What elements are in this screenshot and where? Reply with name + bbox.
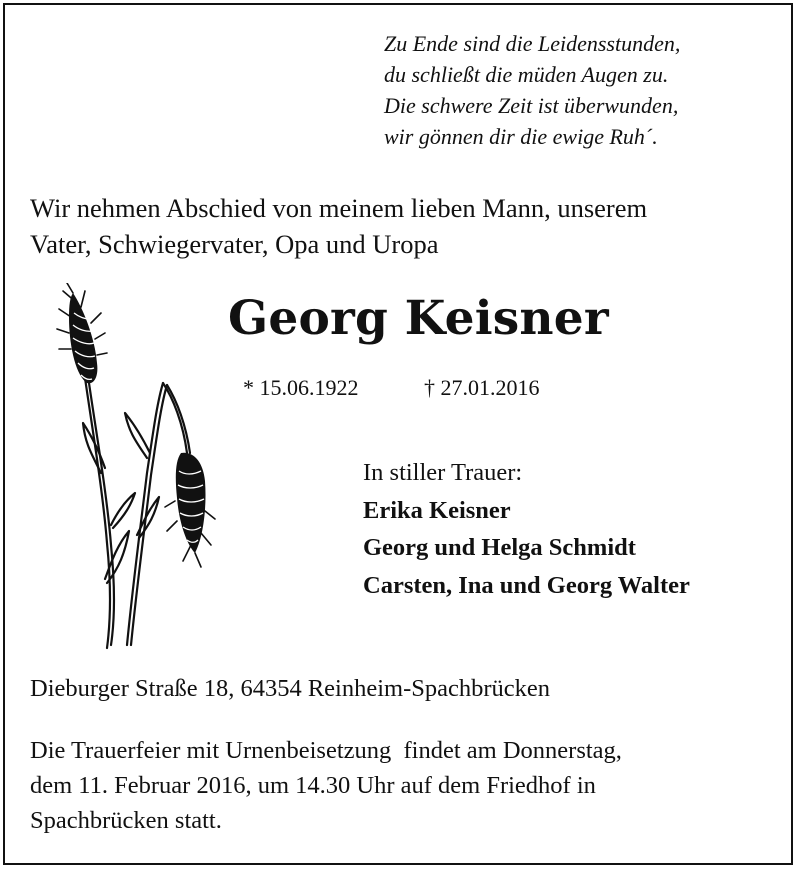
- intro-line: Vater, Schwiegervater, Opa und Uropa: [30, 229, 439, 259]
- funeral-line: Die Trauerfeier mit Urnenbeisetzung findet am Donnerstag,: [30, 737, 622, 764]
- mourner-name: Erika Keisner: [363, 496, 511, 524]
- farewell-intro: [30, 190, 775, 262]
- poem-line: wir gönnen dir die ewige Ruh´.: [384, 124, 658, 149]
- mourner-name: Georg und Helga Schmidt: [363, 534, 636, 561]
- death-date: † 27.01.2016: [424, 375, 540, 400]
- poem-line: Zu Ende sind die Leidensstunden,: [384, 31, 681, 56]
- funeral-line: dem 11. Februar 2016, um 14.30 Uhr auf dem Friedhof in: [30, 772, 596, 799]
- mourners-block: [363, 454, 690, 604]
- memorial-poem: [384, 28, 680, 152]
- birth-date: * 15.06.1922: [243, 375, 359, 400]
- funeral-line: Spachbrücken statt.: [30, 807, 222, 834]
- poem-line: Die schwere Zeit ist überwunden,: [384, 93, 679, 118]
- poem-line: du schließt die müden Augen zu.: [384, 62, 669, 87]
- deceased-name: Georg Keisner: [228, 291, 609, 346]
- mourner-name: Carsten, Ina und Georg Walter: [363, 571, 690, 599]
- mourners-heading: In stiller Trauer:: [363, 459, 523, 486]
- intro-line: Wir nehmen Abschied von meinem lieben Mann, unserem: [30, 193, 648, 223]
- family-address: Dieburger Straße 18, 64354 Reinheim-Spachbrücken: [30, 675, 551, 702]
- wheat-stalks-icon: [55, 283, 225, 665]
- funeral-details: [30, 733, 775, 838]
